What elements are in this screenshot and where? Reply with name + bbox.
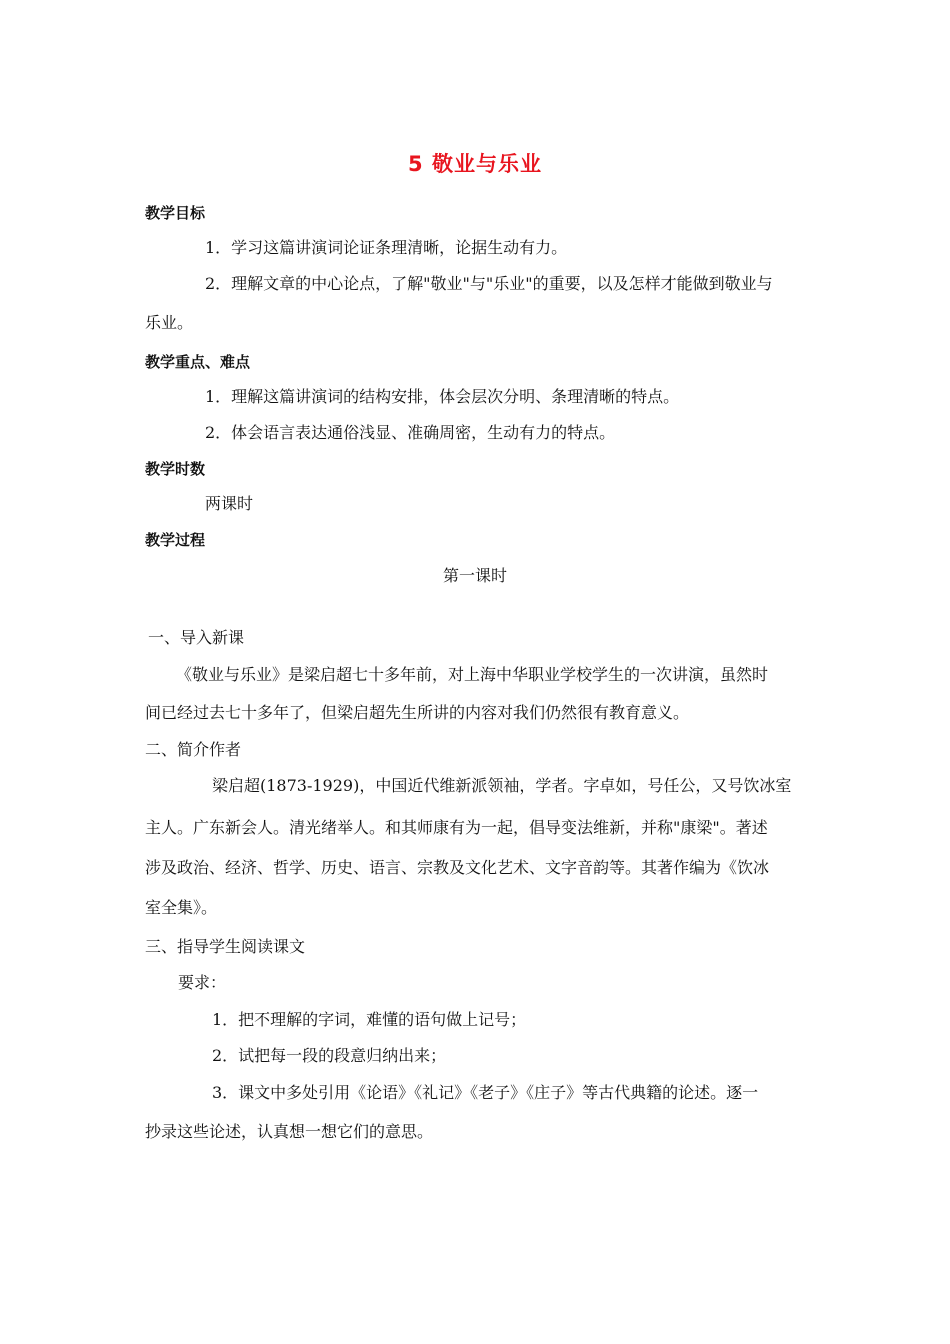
goal-item-2-line-1: 2．理解文章的中心论点，了解"敬业"与"乐业"的重要，以及怎样才能做到敬业与 <box>205 274 773 293</box>
section-2-paragraph-line-4: 室全集》。 <box>145 898 218 917</box>
section-3-item-2: 2．试把每一段的段意归纳出来； <box>212 1046 447 1065</box>
section-2-paragraph-line-1: 梁启超(1873-1929)，中国近代维新派领袖，学者。字卓如，号任公，又号饮冰室 <box>212 776 792 795</box>
focus-item-1: 1．理解这篇讲演词的结构安排，体会层次分明、条理清晰的特点。 <box>205 387 680 406</box>
focus-item-2: 2．体会语言表达通俗浅显、准确周密，生动有力的特点。 <box>205 423 616 442</box>
section-3-item-1: 1．把不理解的字词，难懂的语句做上记号； <box>212 1010 527 1029</box>
page-title: 5 敬业与乐业 <box>408 152 542 176</box>
hours-heading: 教学时数 <box>145 460 206 478</box>
section-3-item-3-line-1: 3．课文中多处引用《论语》《礼记》《老子》《庄子》等古代典籍的论述。逐一 <box>212 1083 759 1102</box>
section-1-paragraph-line-2: 间已经过去七十多年了，但梁启超先生所讲的内容对我们仍然很有教育意义。 <box>145 703 690 722</box>
section-1-heading: 一、导入新课 <box>148 628 245 647</box>
section-2-paragraph-line-3: 涉及政治、经济、哲学、历史、语言、宗教及文化艺术、文字音韵等。其著作编为《饮冰 <box>145 858 770 877</box>
section-3-heading: 三、指导学生阅读课文 <box>145 937 306 956</box>
goals-heading: 教学目标 <box>145 204 206 222</box>
section-2-heading: 二、简介作者 <box>145 740 242 759</box>
goal-item-2-line-2: 乐业。 <box>145 313 194 332</box>
lesson-heading: 第一课时 <box>442 566 507 585</box>
focus-heading: 教学重点、难点 <box>145 353 251 371</box>
section-1-paragraph-line-1: 《敬业与乐业》是梁启超七十多年前，对上海中华职业学校学生的一次讲演，虽然时 <box>176 665 769 684</box>
goal-item-1: 1．学习这篇讲演词论证条理清晰，论据生动有力。 <box>205 238 568 257</box>
section-3-requirement-label: 要求： <box>178 973 227 992</box>
section-3-item-3-line-2: 抄录这些论述，认真想一想它们的意思。 <box>145 1122 434 1141</box>
process-heading: 教学过程 <box>145 531 206 549</box>
section-2-paragraph-line-2: 主人。广东新会人。清光绪举人。和其师康有为一起，倡导变法维新，并称"康梁"。著述 <box>145 818 768 837</box>
hours-value: 两课时 <box>205 494 254 513</box>
